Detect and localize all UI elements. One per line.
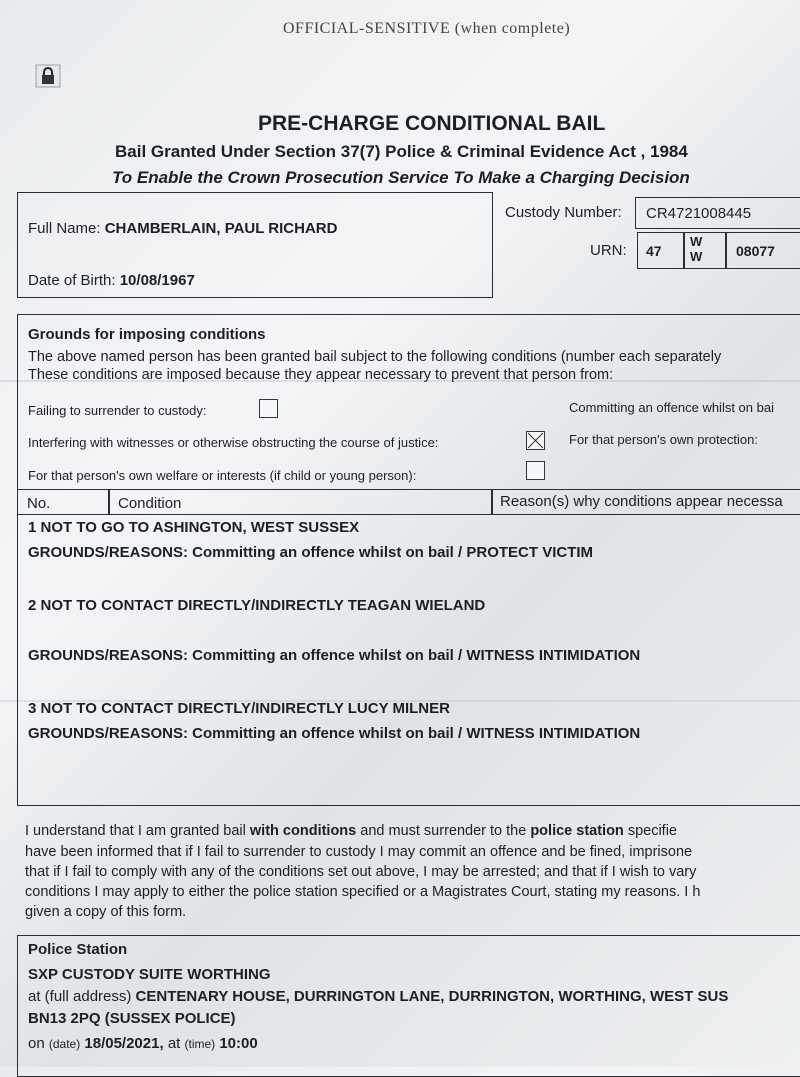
declaration-line-1 — [25, 823, 677, 840]
address-label: at (full address) — [28, 988, 132, 1005]
police-station-box — [17, 935, 800, 1077]
dob-label: Date of Birth: — [28, 272, 116, 289]
classification-marking — [283, 20, 570, 38]
custody-number-label: Custody Number: — [505, 204, 622, 221]
column-header-reason: Reason(s) why conditions appear necessa — [500, 493, 783, 510]
urn-part-3: 08077 — [736, 243, 775, 259]
classification-note: (when complete) — [454, 20, 571, 37]
failing-to-surrender-checkbox[interactable] — [259, 399, 278, 418]
header-divider-1 — [108, 489, 110, 515]
police-station-address — [28, 988, 728, 1005]
custody-number-value: CR4721008445 — [646, 205, 752, 222]
page-purpose: To Enable the Crown Prosecution Service To Make a Charging Decision — [112, 168, 690, 187]
dob-value: 10/08/1967 — [119, 272, 195, 289]
welfare-checkbox[interactable] — [526, 461, 545, 480]
page-title: PRE-CHARGE CONDITIONAL BAIL — [258, 112, 606, 135]
grounds-intro-line1: The above named person has been granted bail subject to the following conditions (number each separately — [28, 349, 722, 365]
classification-label: OFFICIAL-SENSITIVE — [283, 20, 451, 37]
condition-text: 2 NOT TO CONTACT DIRECTLY/INDIRECTLY TEAGAN WIELAND — [28, 597, 486, 614]
declaration-emphasis: with conditions — [249, 823, 357, 839]
urn-divider-1 — [683, 232, 685, 269]
time-label: (time) — [184, 1037, 216, 1051]
declaration-line-2: have been informed that if I fail to surrender to custody I may commit an offence and be fined, imprisone — [25, 844, 693, 860]
on-label: on — [28, 1035, 45, 1052]
grounds-intro-line2: These conditions are imposed because they appear necessary to prevent that person from: — [28, 367, 614, 383]
police-station-heading: Police Station — [28, 941, 128, 958]
condition-grounds: GROUNDS/REASONS: Committing an offence whilst on bail / WITNESS INTIMIDATION — [28, 647, 641, 664]
declaration-emphasis: police station — [530, 823, 624, 839]
interfering-with-witnesses-checkbox[interactable] — [526, 431, 545, 450]
date-time-row — [28, 1035, 258, 1052]
full-name-label: Full Name: — [28, 220, 101, 237]
condition-grounds: GROUNDS/REASONS: Committing an offence whilst on bail / PROTECT VICTIM — [28, 544, 594, 561]
full-name-row — [28, 220, 337, 237]
condition-text: 1 NOT TO GO TO ASHINGTON, WEST SUSSEX — [28, 519, 360, 536]
header-divider-2 — [491, 489, 493, 515]
ground-option-label: Interfering with witnesses or otherwise obstructing the course of justice: — [28, 435, 439, 450]
date-label: (date) — [48, 1037, 81, 1051]
surrender-time: 10:00 — [219, 1035, 258, 1052]
at-label: at — [167, 1035, 181, 1052]
condition-text: 3 NOT TO CONTACT DIRECTLY/INDIRECTLY LUCY MILNER — [28, 700, 450, 717]
grounds-heading: Grounds for imposing conditions — [28, 326, 266, 343]
ground-option-label: Failing to surrender to custody: — [28, 403, 207, 418]
ground-option-label: For that person's own protection: — [569, 432, 758, 447]
page-subtitle: Bail Granted Under Section 37(7) Police & Criminal Evidence Act , 1984 — [115, 142, 688, 161]
address-line-1: CENTENARY HOUSE, DURRINGTON LANE, DURRINGTON, WORTHING, WEST SUS — [135, 988, 729, 1005]
declaration-text: and must surrender to the — [356, 823, 531, 839]
address-line-2: BN13 2PQ (SUSSEX POLICE) — [28, 1010, 236, 1027]
police-station-name: SXP CUSTODY SUITE WORTHING — [28, 966, 271, 983]
full-name-value: CHAMBERLAIN, PAUL RICHARD — [104, 220, 338, 237]
column-header-no: No. — [27, 495, 51, 512]
declaration-text: I understand that I am granted bail — [25, 823, 250, 839]
surrender-date: 18/05/2021, — [84, 1035, 164, 1052]
condition-grounds: GROUNDS/REASONS: Committing an offence whilst on bail / WITNESS INTIMIDATION — [28, 725, 641, 742]
declaration-line-4: conditions I may apply to either the police station specified or a Magistrates Court, stating my reasons. I h — [25, 884, 701, 900]
urn-part-1: 47 — [646, 243, 662, 259]
declaration-text: specifie — [623, 823, 677, 839]
declaration-line-5: given a copy of this form. — [25, 904, 187, 920]
ground-option-label: Committing an offence whilst on bai — [569, 400, 774, 415]
ground-option-label: For that person's own welfare or interests (if child or young person): — [28, 468, 417, 483]
urn-label: URN: — [590, 242, 627, 259]
declaration-line-3: that if I fail to comply with any of the conditions set out above, I may be arrested; and that if I wish to vary — [25, 864, 697, 880]
urn-divider-2 — [725, 232, 727, 269]
column-header-condition: Condition — [118, 495, 182, 512]
padlock-icon — [35, 64, 61, 88]
dob-row — [28, 272, 195, 289]
urn-part-2: W W — [690, 234, 703, 264]
